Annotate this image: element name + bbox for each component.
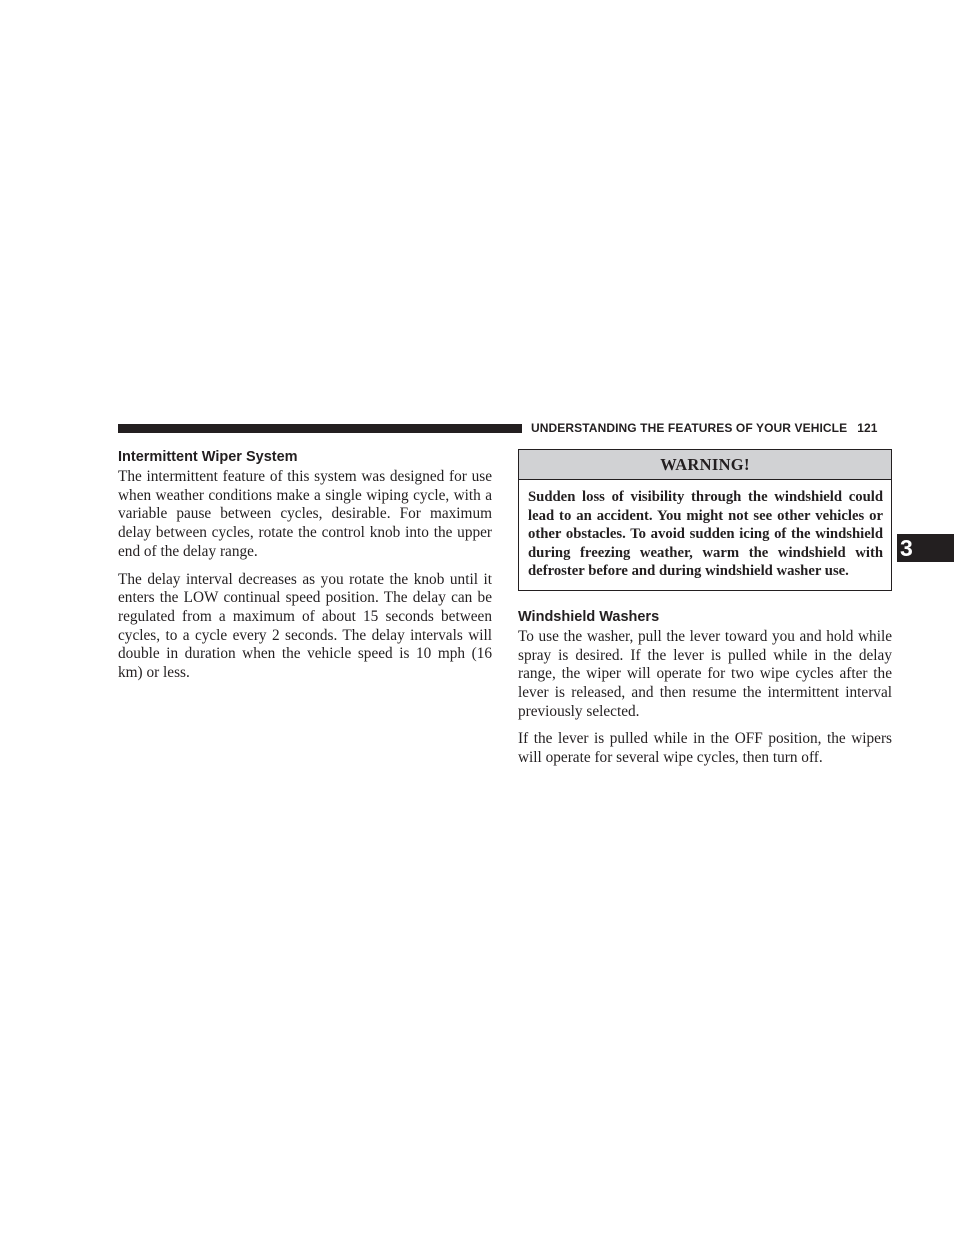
page-number: 121 xyxy=(857,421,878,435)
header-rule xyxy=(118,424,522,433)
warning-box xyxy=(518,449,892,591)
running-header xyxy=(531,420,893,436)
paragraph: The delay interval decreases as you rotate the knob until it enters the LOW continual speed position. The delay can be regulated from a maximum of about 15 seconds between cycles, to a cycle every 2 seconds. The delay intervals will double in duration when the vehicle speed is 10 mph (16 km) or less. xyxy=(118,570,492,682)
paragraph: If the lever is pulled while in the OFF position, the wipers will operate for several wipe cycles, then turn off. xyxy=(518,730,892,767)
paragraph: The intermittent feature of this system was designed for use when weather conditions make a single wiping cycle, with a variable pause between cycles, desirable. For maximum delay between cycles, rotate the control knob into the upper end of the delay range. xyxy=(118,468,492,560)
right-column xyxy=(518,449,892,768)
intermittent-wiper-heading: Intermittent Wiper System xyxy=(118,449,298,465)
left-column xyxy=(118,448,492,683)
section-title: UNDERSTANDING THE FEATURES OF YOUR VEHICLE xyxy=(531,421,848,435)
chapter-tab: 3 xyxy=(897,534,954,562)
warning-text: Sudden loss of visibility through the windshield could lead to an accident. You might not see other vehicles or other obstacles. To avoid sudden icing of the windshield during freezing weather, warm the windshield with defroster before and during windshield washer use. xyxy=(528,489,883,580)
warning-title: WARNING! xyxy=(519,450,891,480)
windshield-washers-heading: Windshield Washers xyxy=(518,608,660,625)
paragraph: To use the washer, pull the lever toward you and hold while spray is desired. If the lever is pulled while in the delay range, the wiper will operate for two wipe cycles after the lever is released, and then resume the intermittent interval previously selected. xyxy=(518,627,892,720)
